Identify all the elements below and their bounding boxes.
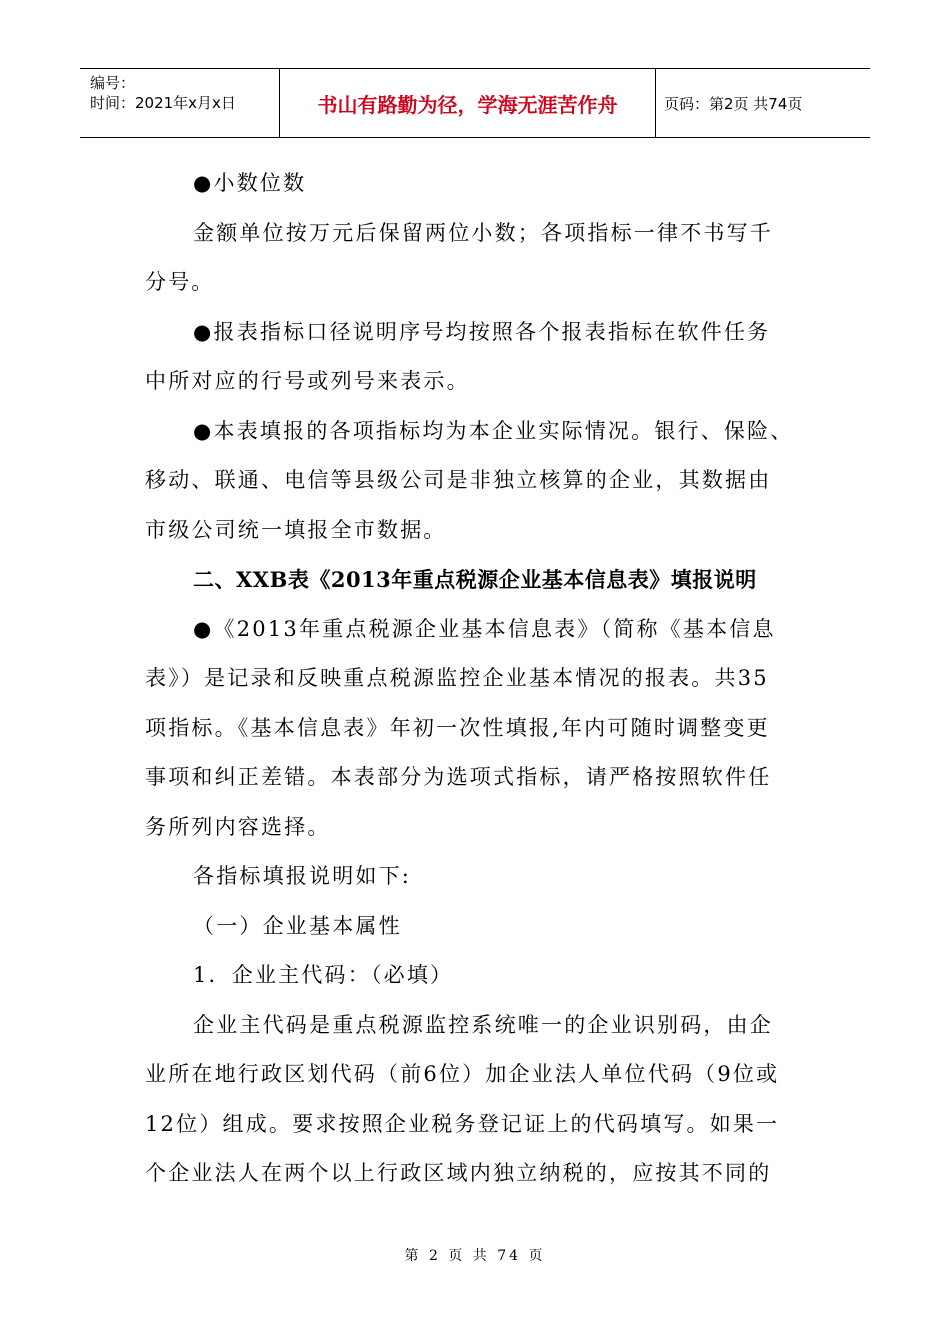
paragraph-line: 个企业法人在两个以上行政区域内独立纳税的，应按其不同的 [145,1161,772,1185]
paragraph-line: 业所在地行政区划代码（前6位）加企业法人单位代码（9位或 [145,1062,780,1086]
header-meta [80,69,280,137]
section-heading: 二、XXB表《2013年重点税源企业基本信息表》填报说明 [193,567,757,592]
document-number-label: 编号： [90,74,136,92]
paragraph-line: 12位）组成。要求按照企业税务登记证上的代码填写。如果一 [145,1111,780,1136]
paragraph-line: 市级公司统一填报全市数据。 [145,517,447,542]
paragraph-line: （一）企业基本属性 [193,913,402,938]
paragraph-line: 中所对应的行号或列号来表示。 [145,369,470,393]
paragraph-line: 项指标。《基本信息表》年初一次性填报,年内可随时调整变更 [145,715,770,740]
document-time-label: 时间：2021年x月x日 [90,94,236,112]
paragraph-line: 事项和纠正差错。本表部分为选项式指标，请严格按照软件任 [145,765,772,789]
paragraph-line: ●《2013年重点税源企业基本信息表》（简称《基本信息 [193,616,776,641]
paragraph-line: 金额单位按万元后保留两位小数；各项指标一律不书写千 [193,220,773,245]
paragraph-line: 各指标填报说明如下: [193,864,412,888]
paragraph-line: ●小数位数 [193,171,307,195]
paragraph-line: 移动、联通、电信等县级公司是非独立核算的企业，其数据由 [145,468,772,492]
header-page-info: 页码：第2页 共74页 [664,94,803,113]
paragraph-line: 1．企业主代码：（必填） [193,963,454,987]
page-header [80,68,870,138]
page-footer: 第 2 页 共 74 页 [404,1248,546,1264]
paragraph-line: 分号。 [145,270,215,294]
paragraph-line: 表》）是记录和反映重点税源监控企业基本情况的报表。共35 [145,666,769,690]
paragraph-line: 务所列内容选择。 [145,814,331,839]
paragraph-line: 企业主代码是重点税源监控系统唯一的企业识别码，由企 [193,1012,773,1037]
paragraph-line: ●报表指标口径说明序号均按照各个报表指标在软件任务 [193,319,771,344]
document-body [145,159,810,1199]
paragraph-line: ●本表填报的各项指标均为本企业实际情况。银行、保险、 [193,418,794,443]
header-motto: 书山有路勤为径，学海无涯苦作舟 [280,69,656,137]
